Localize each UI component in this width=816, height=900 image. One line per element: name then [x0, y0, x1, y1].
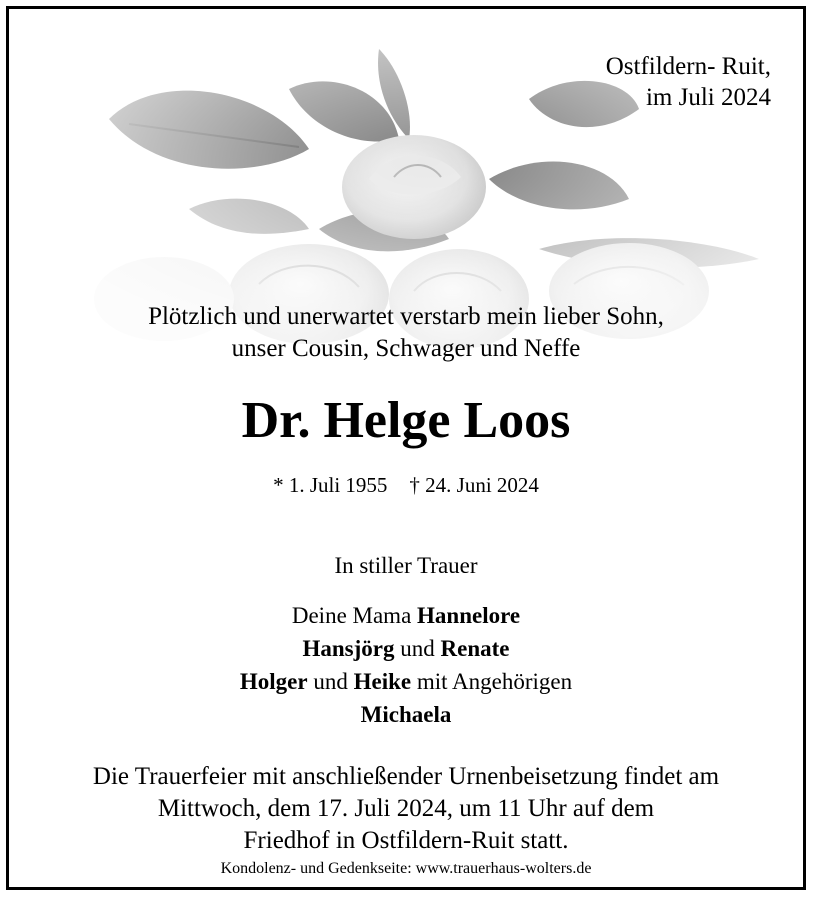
birth-date: * 1. Juli 1955 — [273, 473, 388, 497]
family-name: Renate — [440, 636, 510, 661]
family-text: und — [394, 636, 441, 661]
family-text: mit Angehörigen — [411, 669, 573, 694]
family-line-1 — [9, 599, 803, 632]
life-dates — [9, 471, 803, 499]
intro-text — [9, 301, 803, 365]
family-text: und — [307, 669, 354, 694]
mourning-heading: In stiller Trauer — [334, 553, 478, 578]
family-name: Hannelore — [417, 603, 521, 628]
service-line-3: Friedhof in Ostfildern-Ruit statt. — [243, 827, 569, 854]
deceased-name: Dr. Helge Loos — [241, 392, 571, 449]
family-list — [9, 599, 803, 731]
family-line-4 — [9, 698, 803, 731]
family-name: Holger — [239, 669, 308, 694]
service-info — [9, 761, 803, 857]
service-line-1: Die Trauerfeier mit anschließender Urnenbeisetzung findet am — [92, 763, 720, 790]
family-name: Michaela — [360, 702, 452, 727]
obituary-card — [6, 6, 806, 890]
intro-line-1: Plötzlich und unerwartet verstarb mein lieber Sohn, — [148, 303, 664, 330]
service-line-2: Mittwoch, dem 17. Juli 2024, um 11 Uhr auf dem — [157, 795, 655, 822]
place-line: Ostfildern- Ruit, — [605, 53, 771, 80]
family-line-3 — [9, 665, 803, 698]
family-line-2 — [9, 632, 803, 665]
death-date: † 24. Juni 2024 — [409, 473, 539, 497]
place-date — [606, 51, 771, 113]
intro-line-2: unser Cousin, Schwager und Neffe — [231, 335, 581, 362]
family-name: Heike — [353, 669, 412, 694]
month-line: im Juli 2024 — [645, 84, 771, 111]
family-name: Hansjörg — [302, 636, 395, 661]
family-text: Deine Mama — [291, 603, 418, 628]
condolence-link[interactable]: Kondolenz- und Gedenkseite: www.trauerhaus-wolters.de — [220, 860, 592, 877]
